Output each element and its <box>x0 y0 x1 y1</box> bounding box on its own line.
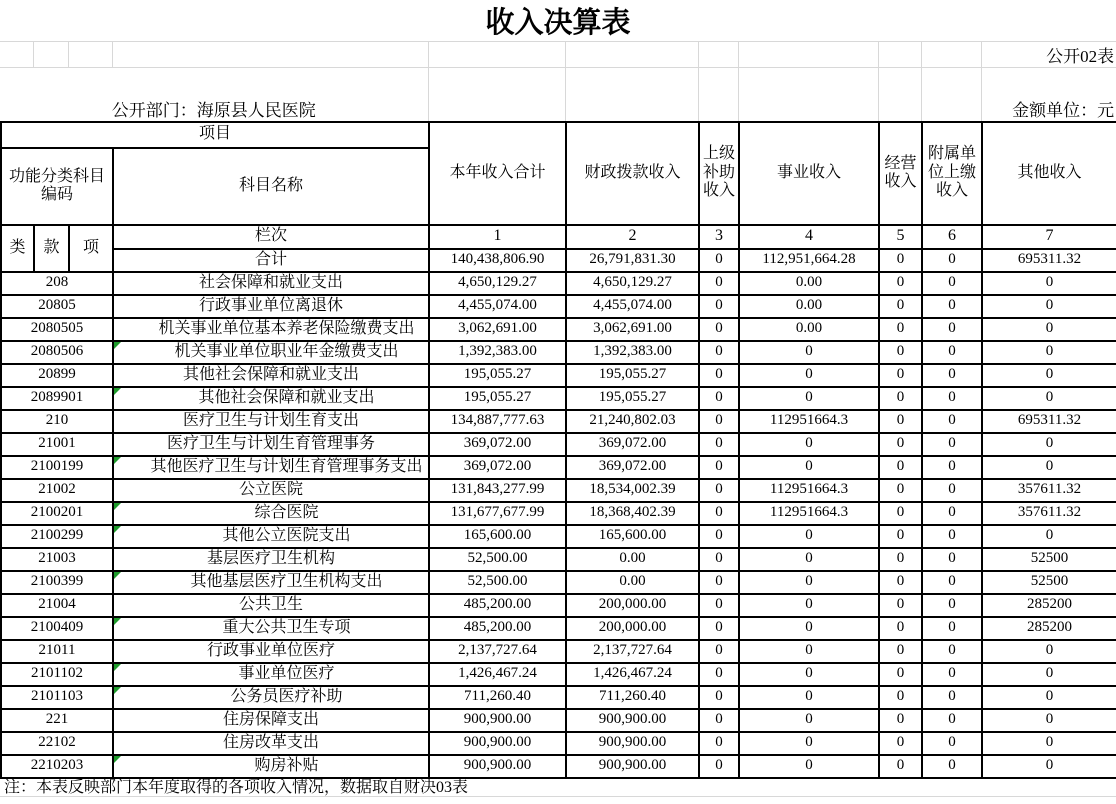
cell-value[interactable]: 0 <box>879 272 922 295</box>
error-triangle-icon <box>114 664 121 671</box>
error-triangle-icon <box>114 342 121 349</box>
cell-value[interactable]: 357611.32 <box>982 502 1116 525</box>
table-row <box>1 272 1116 295</box>
column-number[interactable]: 5 <box>879 225 922 249</box>
cell-value[interactable]: 2,137,727.64 <box>429 640 566 663</box>
cell-function-code[interactable]: 2080505 <box>1 318 113 341</box>
cell-value[interactable]: 0.00 <box>739 295 879 318</box>
column-number[interactable]: 4 <box>739 225 879 249</box>
cell-value[interactable]: 0.00 <box>739 318 879 341</box>
error-triangle-icon <box>114 503 121 510</box>
cell-value[interactable]: 0 <box>879 640 922 663</box>
table-row <box>1 617 1116 640</box>
cell-value[interactable]: 0.00 <box>739 272 879 295</box>
cell-value[interactable]: 0 <box>982 686 1116 709</box>
table-row <box>1 525 1116 548</box>
total-value[interactable]: 112,951,664.28 <box>739 249 879 272</box>
cell-value[interactable]: 0 <box>922 410 982 433</box>
cell-value[interactable]: 285200 <box>982 617 1116 640</box>
cell-value[interactable]: 285200 <box>982 594 1116 617</box>
cell-value[interactable]: 0 <box>879 686 922 709</box>
page-title: 收入决算表 <box>485 7 631 39</box>
cell-value[interactable]: 18,534,002.39 <box>566 479 699 502</box>
cell-subject-name[interactable]: 综合医院 <box>113 502 429 525</box>
cell-value[interactable]: 3,062,691.00 <box>429 318 566 341</box>
cell-value[interactable]: 485,200.00 <box>429 594 566 617</box>
top-grid <box>0 0 1116 121</box>
cell-value[interactable]: 165,600.00 <box>429 525 566 548</box>
cell-value[interactable]: 18,368,402.39 <box>566 502 699 525</box>
cell-function-code[interactable]: 2080506 <box>1 341 113 364</box>
cell-value[interactable]: 0 <box>922 640 982 663</box>
grid-cell <box>565 42 698 68</box>
cell-value[interactable]: 900,900.00 <box>566 755 699 778</box>
table-row <box>1 364 1116 387</box>
grid-cell <box>565 68 698 121</box>
col-header-affiliated-remittance[interactable]: 附属单位上缴收入 <box>922 122 982 225</box>
cell-subject-name[interactable]: 机关事业单位职业年金缴费支出 <box>113 341 429 364</box>
cell-function-code[interactable]: 22102 <box>1 732 113 755</box>
cell-value[interactable]: 131,843,277.99 <box>429 479 566 502</box>
total-label[interactable]: 合计 <box>113 249 429 272</box>
cell-value[interactable]: 195,055.27 <box>429 364 566 387</box>
cell-value[interactable]: 0 <box>699 295 739 318</box>
cell-value[interactable]: 134,887,777.63 <box>429 410 566 433</box>
cell-value[interactable]: 4,650,129.27 <box>566 272 699 295</box>
cell-subject-name[interactable]: 医疗卫生与计划生育支出 <box>113 410 429 433</box>
grid-cell <box>68 42 112 68</box>
table-row <box>1 341 1116 364</box>
table-row <box>1 686 1116 709</box>
table-row <box>1 479 1116 502</box>
col-header-annual-total[interactable]: 本年收入合计 <box>429 122 566 225</box>
cell-value[interactable]: 0 <box>879 548 922 571</box>
col-header-superior-subsidy[interactable]: 上级补助收入 <box>699 122 739 225</box>
table-row <box>1 387 1116 410</box>
cell-value[interactable]: 1,392,383.00 <box>566 341 699 364</box>
grid-cell <box>0 42 33 68</box>
cell-value[interactable]: 0 <box>879 594 922 617</box>
table-row <box>1 410 1116 433</box>
cell-value[interactable]: 0 <box>922 617 982 640</box>
column-number[interactable]: 2 <box>566 225 699 249</box>
cell-function-code[interactable]: 2210203 <box>1 755 113 778</box>
cell-value[interactable]: 3,062,691.00 <box>566 318 699 341</box>
error-triangle-icon <box>114 572 121 579</box>
cell-value[interactable]: 0 <box>739 640 879 663</box>
cell-value[interactable]: 0 <box>982 709 1116 732</box>
cell-value[interactable]: 369,072.00 <box>566 433 699 456</box>
col-header-operating-income[interactable]: 经营收入 <box>879 122 922 225</box>
cell-value[interactable]: 0 <box>699 364 739 387</box>
cell-value[interactable]: 0 <box>982 433 1116 456</box>
cell-value[interactable]: 0 <box>699 341 739 364</box>
cell-value[interactable]: 0 <box>739 525 879 548</box>
cell-value[interactable]: 0.00 <box>566 548 699 571</box>
total-value[interactable]: 695311.32 <box>982 249 1116 272</box>
cell-subject-name[interactable]: 其他社会保障和就业支出 <box>113 364 429 387</box>
grid-cell <box>921 68 981 121</box>
cell-value[interactable]: 195,055.27 <box>566 387 699 410</box>
cell-value[interactable]: 0 <box>922 755 982 778</box>
cell-value[interactable]: 0 <box>699 709 739 732</box>
cell-value[interactable]: 0 <box>922 364 982 387</box>
grid-cell <box>738 68 878 121</box>
cell-value[interactable]: 369,072.00 <box>429 456 566 479</box>
cell-value[interactable]: 0 <box>879 571 922 594</box>
cell-subject-name[interactable]: 行政事业单位医疗 <box>113 640 429 663</box>
cell-value[interactable]: 0 <box>922 663 982 686</box>
cell-value[interactable]: 0 <box>922 295 982 318</box>
cell-value[interactable]: 369,072.00 <box>566 456 699 479</box>
cell-value[interactable]: 0 <box>982 341 1116 364</box>
cell-value[interactable]: 0 <box>922 387 982 410</box>
cell-value[interactable]: 0 <box>699 272 739 295</box>
grid-cell <box>921 42 981 68</box>
cell-value[interactable]: 0 <box>922 502 982 525</box>
cell-value[interactable]: 0 <box>739 686 879 709</box>
header-section[interactable]: 款 <box>34 225 69 272</box>
cell-function-code[interactable]: 2100409 <box>1 617 113 640</box>
cell-value[interactable]: 0 <box>879 456 922 479</box>
cell-function-code[interactable]: 210 <box>1 410 113 433</box>
cell-value[interactable]: 485,200.00 <box>429 617 566 640</box>
cell-value[interactable]: 0 <box>699 456 739 479</box>
cell-value[interactable]: 0 <box>982 640 1116 663</box>
header-project[interactable]: 项目 <box>1 122 429 148</box>
cell-subject-name[interactable]: 医疗卫生与计划生育管理事务 <box>113 433 429 456</box>
cell-value[interactable]: 0 <box>879 525 922 548</box>
cell-value[interactable]: 0 <box>922 525 982 548</box>
table-row <box>1 663 1116 686</box>
grid-cell <box>428 42 565 68</box>
cell-subject-name[interactable]: 公共卫生 <box>113 594 429 617</box>
table-row <box>1 640 1116 663</box>
cell-value[interactable]: 0 <box>739 548 879 571</box>
total-value[interactable]: 0 <box>699 249 739 272</box>
cell-subject-name[interactable]: 行政事业单位离退休 <box>113 295 429 318</box>
cell-value[interactable]: 112951664.3 <box>739 502 879 525</box>
cell-value[interactable]: 0 <box>739 433 879 456</box>
cell-value[interactable]: 0 <box>699 410 739 433</box>
cell-function-code[interactable]: 2100299 <box>1 525 113 548</box>
cell-function-code[interactable]: 2101102 <box>1 663 113 686</box>
cell-value[interactable]: 0 <box>922 548 982 571</box>
cell-value[interactable]: 0 <box>739 732 879 755</box>
cell-value[interactable]: 900,900.00 <box>429 732 566 755</box>
cell-value[interactable]: 0 <box>982 663 1116 686</box>
cell-value[interactable]: 0 <box>739 571 879 594</box>
table-row <box>1 594 1116 617</box>
total-value[interactable]: 140,438,806.90 <box>429 249 566 272</box>
cell-value[interactable]: 0 <box>699 318 739 341</box>
cell-function-code[interactable]: 21011 <box>1 640 113 663</box>
cell-value[interactable]: 0 <box>699 686 739 709</box>
cell-value[interactable]: 0 <box>699 594 739 617</box>
cell-value[interactable]: 0 <box>922 456 982 479</box>
table-row <box>1 456 1116 479</box>
table-row <box>1 709 1116 732</box>
col-header-fiscal-appropriation[interactable]: 财政拨款收入 <box>566 122 699 225</box>
cell-value[interactable]: 695311.32 <box>982 410 1116 433</box>
cell-value[interactable]: 0 <box>739 755 879 778</box>
cell-value[interactable]: 52,500.00 <box>429 571 566 594</box>
cell-value[interactable]: 0 <box>699 502 739 525</box>
cell-value[interactable]: 369,072.00 <box>429 433 566 456</box>
cell-value[interactable]: 0 <box>739 341 879 364</box>
cell-value[interactable]: 0 <box>699 548 739 571</box>
cell-value[interactable]: 1,426,467.24 <box>429 663 566 686</box>
cell-value[interactable]: 711,260.40 <box>566 686 699 709</box>
cell-value[interactable]: 0 <box>699 640 739 663</box>
table-row <box>1 548 1116 571</box>
cell-value[interactable]: 0 <box>982 295 1116 318</box>
cell-value[interactable]: 2,137,727.64 <box>566 640 699 663</box>
rank-label[interactable]: 栏次 <box>113 225 429 249</box>
cell-value[interactable]: 112951664.3 <box>739 479 879 502</box>
cell-value[interactable]: 0 <box>982 456 1116 479</box>
cell-subject-name[interactable]: 其他医疗卫生与计划生育管理事务支出 <box>113 456 429 479</box>
cell-value[interactable]: 711,260.40 <box>429 686 566 709</box>
grid-cell <box>878 42 921 68</box>
cell-value[interactable]: 0 <box>879 387 922 410</box>
cell-value[interactable]: 200,000.00 <box>566 617 699 640</box>
cell-value[interactable]: 0 <box>699 387 739 410</box>
error-triangle-icon <box>114 687 121 694</box>
cell-value[interactable]: 0 <box>739 456 879 479</box>
cell-function-code[interactable]: 20805 <box>1 295 113 318</box>
error-triangle-icon <box>114 457 121 464</box>
cell-value[interactable]: 0 <box>982 364 1116 387</box>
cell-value[interactable]: 900,900.00 <box>429 709 566 732</box>
cell-subject-name[interactable]: 事业单位医疗 <box>113 663 429 686</box>
cell-value[interactable]: 1,392,383.00 <box>429 341 566 364</box>
cell-subject-name[interactable]: 机关事业单位基本养老保险缴费支出 <box>113 318 429 341</box>
grid-cell <box>112 42 428 68</box>
cell-value[interactable]: 0 <box>922 341 982 364</box>
cell-value[interactable]: 4,455,074.00 <box>429 295 566 318</box>
cell-value[interactable]: 0 <box>739 387 879 410</box>
cell-function-code[interactable]: 221 <box>1 709 113 732</box>
table-row <box>1 318 1116 341</box>
cell-function-code[interactable]: 21003 <box>1 548 113 571</box>
cell-value[interactable]: 0 <box>922 479 982 502</box>
cell-value[interactable]: 0 <box>922 686 982 709</box>
column-number[interactable]: 1 <box>429 225 566 249</box>
cell-subject-name[interactable]: 购房补贴 <box>113 755 429 778</box>
cell-value[interactable]: 0 <box>982 525 1116 548</box>
cell-subject-name[interactable]: 社会保障和就业支出 <box>113 272 429 295</box>
cell-value[interactable]: 165,600.00 <box>566 525 699 548</box>
cell-function-code[interactable]: 208 <box>1 272 113 295</box>
cell-value[interactable]: 0 <box>699 571 739 594</box>
cell-value[interactable]: 0 <box>879 295 922 318</box>
cell-value[interactable]: 0 <box>699 663 739 686</box>
error-triangle-icon <box>114 526 121 533</box>
column-number[interactable]: 6 <box>922 225 982 249</box>
header-subject-name[interactable]: 科目名称 <box>113 148 429 225</box>
cell-value[interactable]: 4,650,129.27 <box>429 272 566 295</box>
table-row <box>1 502 1116 525</box>
cell-function-code[interactable]: 2101103 <box>1 686 113 709</box>
cell-value[interactable]: 0 <box>699 732 739 755</box>
cell-subject-name[interactable]: 公务员医疗补助 <box>113 686 429 709</box>
cell-value[interactable]: 0 <box>879 617 922 640</box>
cell-function-code[interactable]: 21004 <box>1 594 113 617</box>
cell-value[interactable]: 0 <box>879 364 922 387</box>
cell-value[interactable]: 900,900.00 <box>429 755 566 778</box>
header-function-code[interactable]: 功能分类科目编码 <box>1 148 113 225</box>
grid-cell <box>33 42 68 68</box>
col-header-other-income[interactable]: 其他收入 <box>982 122 1116 225</box>
cell-value[interactable]: 0 <box>879 341 922 364</box>
cell-value[interactable]: 0 <box>739 594 879 617</box>
cell-value[interactable]: 52500 <box>982 548 1116 571</box>
cell-value[interactable]: 0 <box>982 272 1116 295</box>
cell-subject-name[interactable]: 其他公立医院支出 <box>113 525 429 548</box>
header-class[interactable]: 类 <box>1 225 34 272</box>
cell-value[interactable]: 0 <box>699 479 739 502</box>
cell-value[interactable]: 0 <box>699 755 739 778</box>
cell-value[interactable]: 52500 <box>982 571 1116 594</box>
cell-value[interactable]: 0 <box>922 571 982 594</box>
department-label: 公开部门：海原县人民医院 <box>0 68 428 121</box>
cell-value[interactable]: 195,055.27 <box>429 387 566 410</box>
cell-value[interactable]: 357611.32 <box>982 479 1116 502</box>
cell-value[interactable]: 0 <box>879 755 922 778</box>
cell-value[interactable]: 21,240,802.03 <box>566 410 699 433</box>
table-row <box>1 571 1116 594</box>
total-value[interactable]: 0 <box>879 249 922 272</box>
unit-label: 金额单位：元 <box>981 68 1116 121</box>
cell-value[interactable]: 0 <box>982 318 1116 341</box>
cell-value[interactable]: 0 <box>699 525 739 548</box>
table-row <box>1 732 1116 755</box>
cell-value[interactable]: 0 <box>879 433 922 456</box>
cell-value[interactable]: 0 <box>879 318 922 341</box>
cell-value[interactable]: 0 <box>739 364 879 387</box>
cell-value[interactable]: 0 <box>922 709 982 732</box>
cell-function-code[interactable]: 2100201 <box>1 502 113 525</box>
cell-value[interactable]: 0 <box>879 479 922 502</box>
cell-subject-name[interactable]: 住房改革支出 <box>113 732 429 755</box>
cell-value[interactable]: 112951664.3 <box>739 410 879 433</box>
cell-value[interactable]: 0 <box>879 410 922 433</box>
cell-function-code[interactable]: 21001 <box>1 433 113 456</box>
error-triangle-icon <box>114 388 121 395</box>
header-item[interactable]: 项 <box>69 225 113 272</box>
total-value[interactable]: 26,791,831.30 <box>566 249 699 272</box>
column-number[interactable]: 7 <box>982 225 1116 249</box>
error-triangle-icon <box>114 756 121 763</box>
cell-value[interactable]: 0 <box>922 272 982 295</box>
cell-value[interactable]: 0 <box>739 663 879 686</box>
cell-function-code[interactable]: 2100399 <box>1 571 113 594</box>
cell-function-code[interactable]: 2089901 <box>1 387 113 410</box>
cell-value[interactable]: 0 <box>982 755 1116 778</box>
cell-value[interactable]: 0 <box>922 433 982 456</box>
cell-subject-name[interactable]: 其他社会保障和就业支出 <box>113 387 429 410</box>
cell-value[interactable]: 900,900.00 <box>566 732 699 755</box>
cell-subject-name[interactable]: 重大公共卫生专项 <box>113 617 429 640</box>
cell-value[interactable]: 0 <box>922 594 982 617</box>
cell-subject-name[interactable]: 公立医院 <box>113 479 429 502</box>
cell-subject-name[interactable]: 住房保障支出 <box>113 709 429 732</box>
note-text: 注：本表反映部门本年度取得的各项收入情况，数据取自财决03表 <box>0 779 1116 797</box>
cell-value[interactable]: 195,055.27 <box>566 364 699 387</box>
error-triangle-icon <box>114 618 121 625</box>
cell-value[interactable]: 200,000.00 <box>566 594 699 617</box>
cell-value[interactable]: 0 <box>982 387 1116 410</box>
col-header-business-income[interactable]: 事业收入 <box>739 122 879 225</box>
cell-value[interactable]: 0 <box>982 732 1116 755</box>
grid-cell <box>698 42 738 68</box>
cell-value[interactable]: 0 <box>922 318 982 341</box>
cell-value[interactable]: 52,500.00 <box>429 548 566 571</box>
cell-subject-name[interactable]: 其他基层医疗卫生机构支出 <box>113 571 429 594</box>
cell-value[interactable]: 0 <box>739 617 879 640</box>
grid-cell <box>738 42 878 68</box>
total-value[interactable]: 0 <box>922 249 982 272</box>
cell-value[interactable]: 131,677,677.99 <box>429 502 566 525</box>
cell-value[interactable]: 0 <box>699 617 739 640</box>
cell-value[interactable]: 0 <box>739 709 879 732</box>
cell-value[interactable]: 0 <box>699 433 739 456</box>
column-number[interactable]: 3 <box>699 225 739 249</box>
grid-cell <box>698 68 738 121</box>
grid-cell <box>878 68 921 121</box>
cell-function-code[interactable]: 20899 <box>1 364 113 387</box>
table-code-label: 公开02表 <box>981 42 1116 68</box>
cell-value[interactable]: 4,455,074.00 <box>566 295 699 318</box>
cell-value[interactable]: 0.00 <box>566 571 699 594</box>
cell-subject-name[interactable]: 基层医疗卫生机构 <box>113 548 429 571</box>
cell-value[interactable]: 0 <box>879 502 922 525</box>
income-table <box>0 121 1116 779</box>
cell-function-code[interactable]: 21002 <box>1 479 113 502</box>
cell-value[interactable]: 0 <box>879 663 922 686</box>
cell-value[interactable]: 0 <box>922 732 982 755</box>
cell-value[interactable]: 900,900.00 <box>566 709 699 732</box>
cell-value[interactable]: 0 <box>879 732 922 755</box>
table-row <box>1 755 1116 778</box>
table-row <box>1 295 1116 318</box>
cell-value[interactable]: 0 <box>879 709 922 732</box>
grid-cell <box>428 68 565 121</box>
cell-value[interactable]: 1,426,467.24 <box>566 663 699 686</box>
table-row <box>1 433 1116 456</box>
cell-function-code[interactable]: 2100199 <box>1 456 113 479</box>
